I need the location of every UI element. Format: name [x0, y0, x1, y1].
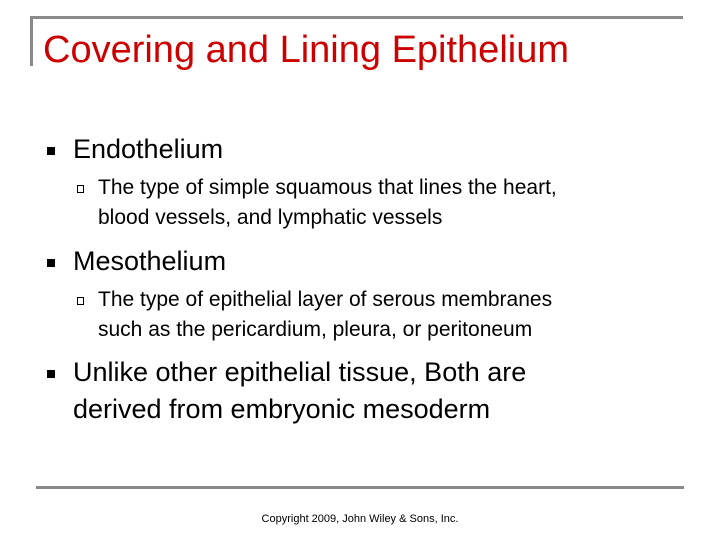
hollow-square-bullet-icon	[77, 185, 84, 193]
endothelium-description-line-2: blood vessels, and lymphatic vessels	[98, 206, 443, 229]
hollow-square-bullet-icon	[77, 297, 84, 305]
mesoderm-note-line-2: derived from embryonic mesoderm	[73, 394, 491, 424]
copyright-footer: Copyright 2009, John Wiley & Sons, Inc.	[261, 513, 459, 525]
mesothelium-description-line-1: The type of epithelial layer of serous membranes	[98, 288, 553, 311]
bullet-mesothelium: Mesothelium	[73, 246, 227, 276]
endothelium-description-line-1: The type of simple squamous that lines the heart,	[98, 176, 557, 199]
slide-title: Covering and Lining Epithelium	[43, 29, 569, 71]
mesoderm-note-line-1: Unlike other epithelial tissue, Both are	[73, 357, 527, 387]
bullet-endothelium: Endothelium	[73, 134, 224, 164]
title-rule-top	[30, 16, 683, 19]
title-rule-left	[30, 16, 33, 66]
square-bullet-icon	[47, 147, 55, 155]
square-bullet-icon	[47, 370, 55, 378]
footer-rule	[36, 486, 684, 489]
mesothelium-description-line-2: such as the pericardium, pleura, or peritoneum	[98, 318, 533, 341]
square-bullet-icon	[47, 259, 55, 267]
